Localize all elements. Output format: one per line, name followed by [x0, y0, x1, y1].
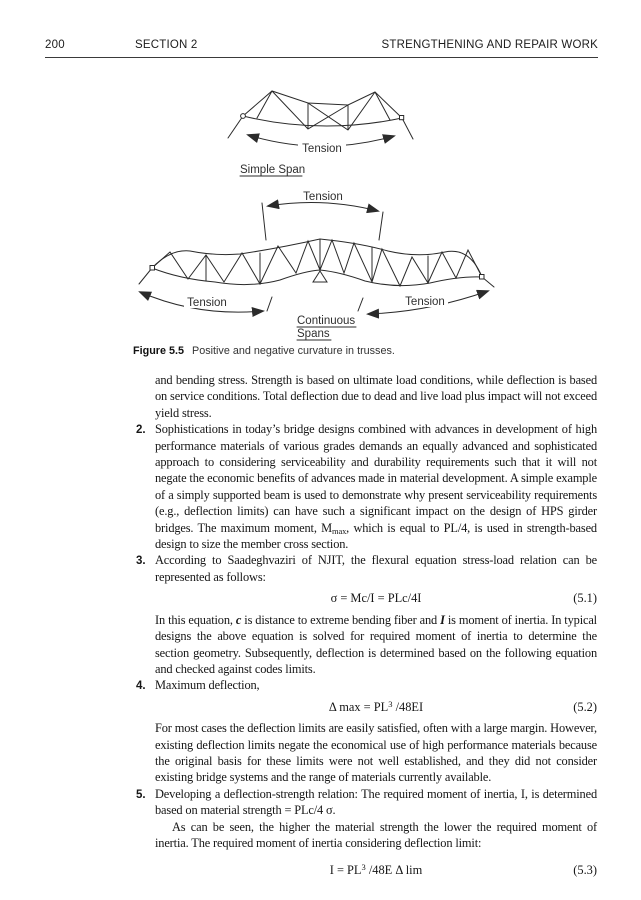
equation-body: [330, 863, 423, 877]
equation-5-1: [155, 590, 597, 606]
list-item-5: [136, 786, 597, 819]
equation-body: σ = Mc/I = PLc/4I: [330, 591, 422, 606]
list-item-text: , which is equal to PL/4, is used in strength-based design to size the member cross section.: [155, 520, 597, 552]
list-number: 4.: [136, 680, 146, 693]
tick-right: [358, 298, 363, 311]
truss-end-extensions: [228, 116, 413, 139]
tension-arrow-top: [268, 202, 378, 211]
paragraph-text: is distance to extreme bending fiber and: [241, 612, 441, 627]
variable-I: I: [440, 612, 445, 627]
truss-top-chord: [243, 91, 402, 118]
paragraph-text: In this equation,: [155, 612, 236, 627]
truss-bottom-chord: [243, 116, 402, 126]
paragraph-text: is moment of inertia. In typical designs the above equation is solved for required moment of inertia to determine the section geometry. Subsequently, deflection is determined based on the following equation and checked against codes limits.: [155, 612, 597, 676]
section-label: SECTION 2: [135, 39, 198, 51]
right-pin: [480, 275, 485, 280]
header-rule: [45, 57, 598, 58]
list-item-2: [136, 421, 597, 552]
figure-caption: [133, 345, 395, 357]
truss-web-members: [257, 91, 390, 130]
tension-label-left: Tension: [187, 297, 227, 309]
simple-span-truss: [228, 91, 413, 176]
bracket-ticks: [262, 203, 383, 240]
equation-text: I = PL: [329, 863, 362, 878]
continuous-label-line2: Spans: [297, 328, 330, 340]
list-item-4: [136, 677, 597, 693]
list-number: 3.: [136, 555, 146, 568]
superscript-3: 3: [388, 698, 393, 709]
equation-text: /48EI: [392, 699, 424, 714]
figure-caption-label: Figure 5.5: [133, 345, 185, 357]
figure-trusses: [120, 85, 580, 347]
equation-number: (5.1): [573, 591, 597, 606]
middle-support: [313, 271, 327, 282]
list-item-text: According to Saadeghvaziri of NJIT, the flexural equation stress-load relation can be represented as follows:: [155, 553, 597, 584]
left-pin: [150, 266, 155, 271]
paragraph-item5: As can be seen, the higher the material strength the lower the required moment of inertia. The required moment of inertia considering deflection limit:: [155, 819, 597, 850]
running-head: [45, 39, 598, 51]
page-number: 200: [45, 39, 65, 51]
paragraph-after-eq2: For most cases the deflection limits are easily satisfied, often with a large margin. However, existing deflection limits negate the economical use of high performance materials because the original basis for these limits were not well established, and they did not consider existing bridge systems and the range of materials currently available.: [155, 721, 597, 785]
list-item-text: Developing a deflection-strength relation: The required moment of inertia, I, is determined based on material strength = PLc/4 σ.: [155, 786, 597, 818]
equation-number: (5.3): [573, 863, 597, 878]
equation-5-2: [155, 699, 597, 715]
list-number: 5.: [136, 788, 146, 801]
continuous-label-line1: Continuous: [297, 315, 356, 327]
list-number: 2.: [136, 424, 146, 437]
tension-label-right: Tension: [405, 296, 445, 308]
equation-number: (5.2): [573, 699, 597, 714]
subscript-max: max: [331, 525, 347, 536]
continuous-spans-truss: [139, 189, 494, 340]
equation-text: /48E Δ lim: [365, 863, 423, 878]
equation-5-3: [155, 862, 597, 878]
variable-c: c: [235, 612, 242, 627]
tension-label-simple: Tension: [302, 143, 342, 155]
right-pin: [400, 116, 404, 120]
list-item-text: Sophistications in today’s bridge designs combined with advances in development of high performance materials of various grades demands an equally advanced and sophisticated approach to considering serviceability and durability requirements such that it will not negate the economic benefits of advances made in material development. A simple example of a simply supported beam is used to demonstrate why present serviceability requirements (e.g., deflection limits) can have such a significant impact on the design of HPS girder bridges. The maximum moment, M: [155, 422, 597, 535]
paragraph-intro: and bending stress. Strength is based on ultimate load conditions, while deflection is based on service conditions. Total deflection due to dead and live load plus impact will not exceed yield stress.: [155, 373, 597, 420]
body-text-column: [136, 372, 597, 884]
tension-label-top: Tension: [303, 191, 343, 203]
truss-top-chord: [152, 239, 482, 277]
simple-span-label: Simple Span: [240, 164, 306, 176]
figure-caption-text: Positive and negative curvature in trusses.: [192, 345, 395, 357]
superscript-3: 3: [361, 862, 366, 873]
running-title: STRENGTHENING AND REPAIR WORK: [381, 39, 598, 51]
tick-left: [267, 297, 272, 311]
paragraph-after-eq1: [155, 612, 597, 678]
equation-body: [329, 700, 423, 714]
equation-text: Δ max = PL: [328, 699, 389, 714]
left-pin: [241, 114, 246, 119]
list-item-3: [136, 552, 597, 585]
list-item-text: Maximum deflection,: [155, 678, 260, 693]
